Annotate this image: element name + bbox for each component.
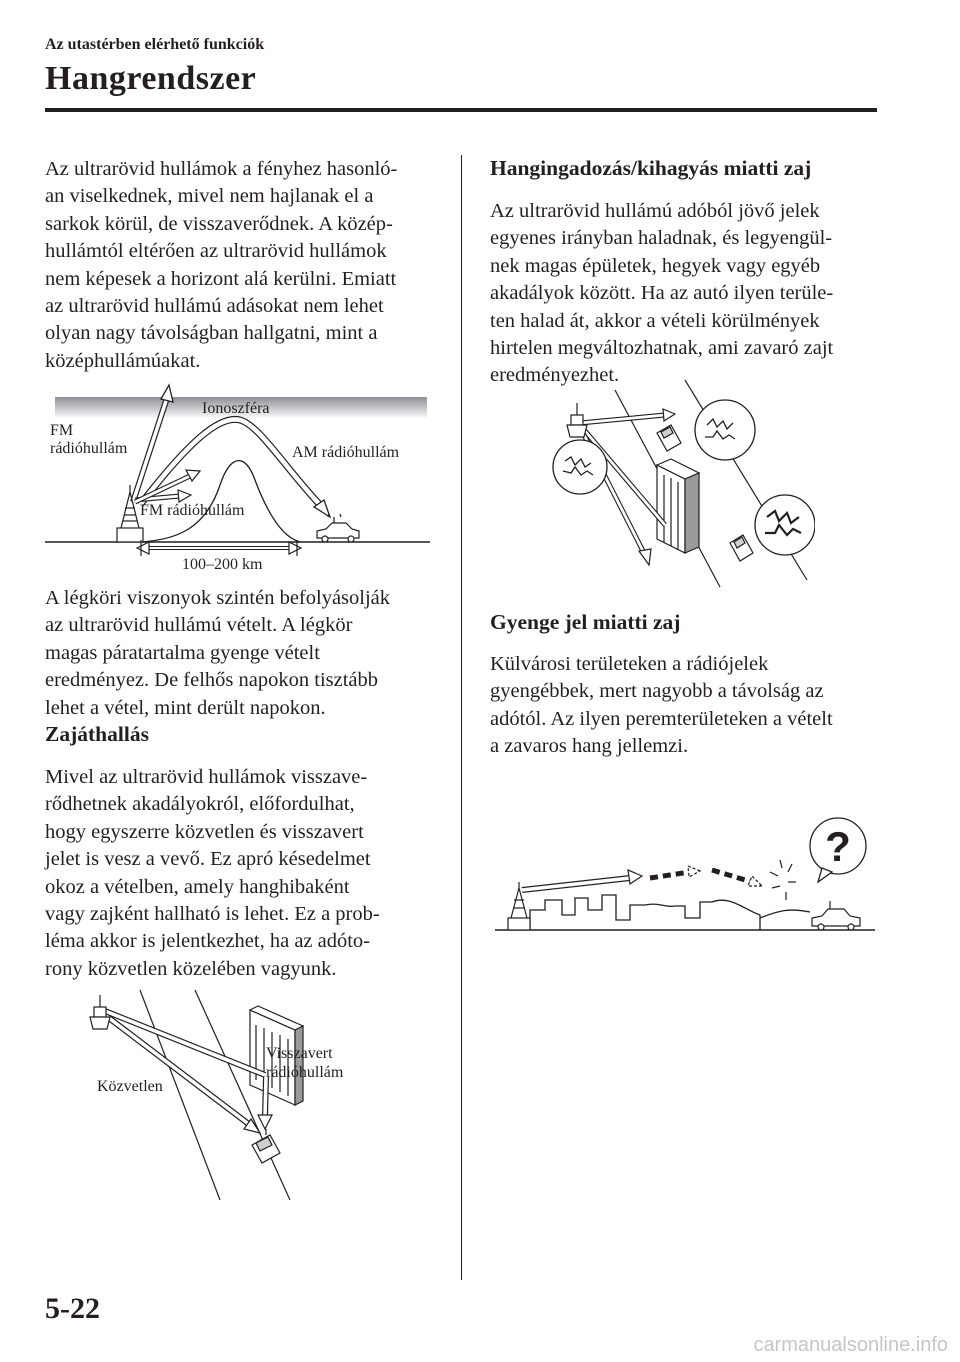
reflected-wave-in xyxy=(105,1011,265,1075)
car-icon xyxy=(317,514,359,542)
noise-bubble-icon xyxy=(755,495,815,555)
column-divider xyxy=(461,155,462,1280)
paragraph-multipath: Mivel az ultrarövid hullámok visszave- rődhetnek akadályokról, előfordulhat, hogy egyszerre közvetlen és visszavert jelet is vesz a vevő. Ez apró késedelmet okoz a vételben, amely hanghibaként vagy zajként hallható is lehet. Ez a prob- léma akkor is jelentkezhet, ha az adóto- rony közvetlen közelében vagyunk. xyxy=(45,766,380,980)
label-reflected-1: Visszavert xyxy=(266,1045,333,1062)
heading-flutter: Hangingadozás/kihagyás miatti zaj xyxy=(490,156,812,180)
header-rule xyxy=(45,108,877,112)
weak-signal-illustration xyxy=(490,810,875,940)
heading-multipath: Zajáthallás xyxy=(45,722,149,746)
label-fm-wave-bottom: FM rádióhullám xyxy=(140,502,245,519)
label-ionosphere: Ionoszféra xyxy=(202,400,270,417)
question-mark: ? xyxy=(825,823,851,870)
label-reflected-2: rádióhullám xyxy=(266,1064,344,1081)
signal-wave-1 xyxy=(580,415,665,423)
car-icon xyxy=(252,1129,280,1163)
paragraph-fm-behaviour: Az ultrarövid hullámok a fényhez hasonló- an viselkednek, mivel nem hajlanak el a sarkok körül, de visszaverődnek. A közép- hullámtól eltérően az ultrarövid hullámok nem képesek a horizont alá kerülni. Emiatt az ultrarövid hullámú adásokat nem lehet olyan nagy távolságban hallgatni, mint a középhullámúakat. xyxy=(45,158,398,372)
noise-burst-icon xyxy=(770,860,796,900)
heading-weak-signal: Gyenge jel miatti zaj xyxy=(490,610,681,634)
section-kicker: Az utastérben elérhető funkciók xyxy=(45,36,265,53)
reflected-wave-out xyxy=(265,1077,266,1117)
building-icon xyxy=(657,459,699,553)
noise-bubble-icon xyxy=(695,400,755,460)
noise-bubble-icon xyxy=(553,440,607,494)
transmitter-tower-icon xyxy=(567,403,587,437)
paragraph-flutter: Az ultrarövid hullámú adóból jövő jelek egyenes irányban haladnak, és legyengül- nek magas épületek, hegyek vagy egyéb akadályok között. Ha az autó ilyen terüle- ten halad át, akkor a vételi körülmények hirtelen megváltozhatnak, ami zavaró zajt eredményezhet. xyxy=(490,200,834,387)
car-icon xyxy=(657,425,681,451)
flutter-illustration xyxy=(545,375,815,590)
car-icon xyxy=(812,901,860,930)
car-icon xyxy=(730,535,753,561)
label-fm-wave-top-2: rádióhullám xyxy=(50,440,128,457)
watermark: carmanualsonline.info xyxy=(753,1334,948,1356)
signal-wave-solid xyxy=(522,878,630,890)
paragraph-atmosphere: A légköri viszonyok szintén befolyásolják az ultrarövid hullámú vételt. A légkör magas páratartalma gyenge vételt eredményez. De felhős napokon tisztább lehet a vétel, mint derült napokon. xyxy=(45,587,391,719)
direct-wave xyxy=(105,1015,250,1125)
label-fm-wave-top-1: FM xyxy=(50,422,74,439)
label-distance: 100–200 km xyxy=(182,556,263,573)
page-title: Hangrendszer xyxy=(45,60,257,97)
figure-weak-signal xyxy=(490,810,875,940)
page-number: 5-22 xyxy=(45,1292,100,1325)
figure-propagation xyxy=(45,380,430,580)
city-skyline xyxy=(530,895,760,930)
label-direct: Közvetlen xyxy=(97,1078,163,1095)
figure-multipath xyxy=(80,985,380,1200)
figure-flutter xyxy=(545,375,815,590)
label-am-wave: AM rádióhullám xyxy=(292,444,400,461)
paragraph-weak-signal: Külvárosi területeken a rádiójelek gyengébbek, mert nagyobb a távolság az adótól. Az ilyen peremterületeken a vételt a zavaros hang jellemzi. xyxy=(490,653,833,758)
